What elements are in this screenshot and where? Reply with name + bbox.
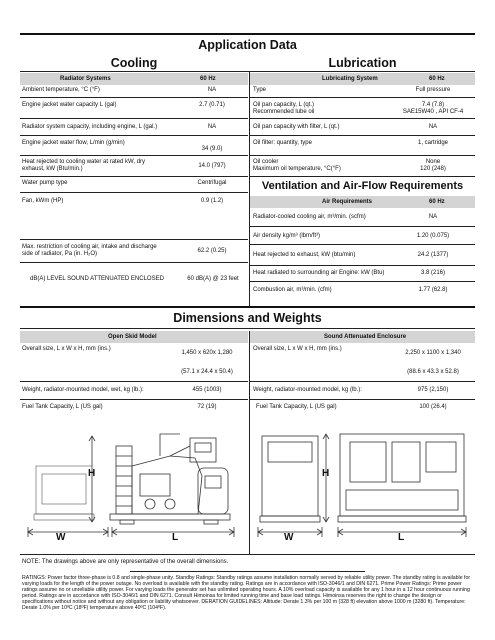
cooling-row-value: 14.0 (797) bbox=[198, 163, 226, 169]
enclosure-weight-value: 975 (2,150) bbox=[417, 387, 449, 393]
note-rule bbox=[20, 554, 475, 555]
enclosure-h-label: H bbox=[322, 468, 330, 479]
ventilation-header-label: Air Requirements bbox=[322, 199, 373, 205]
section-rule bbox=[20, 71, 475, 72]
row-divider bbox=[250, 176, 475, 177]
open-skid-weight-value: 455 (1003) bbox=[192, 387, 222, 393]
ratings-text: RATINGS: Power factor three-phase is 0.8 and single-phase unity. Standby Ratings: Standby ratings assume installation normally served by reliable utility power. The standby rating is available for varying loads for the length of the power outage. No overload is available with the standby rating. Ratings are in accordance with ISO-3046/1 and DIN 6271. Prime Power Ratings: Prime power ratings assume no or unreliable utility power. For varying loads the generator set has unlimited operating hours. A 10% overload capacity is available for any 1 hour in a 12 hour continuous running period. Ratings are in accordance with ISO-3046/1 and DIN 6271. Consult Himoinsa for limited running time and base load ratings. Himoinsa reserves the right to change the design or specifications without notice and without any obligation or liability whatsoever. DERATION GUIDELINES: Altitude: Derate 1.3% per 100 m (328 ft) elevation above 1000 m (3280 ft). Temperature: Derate 1.0% per 10ºC (18ºF) temperature above 40ºC (104ºF). bbox=[22, 575, 471, 612]
ventilation-row-value: 1.77 (62.8) bbox=[418, 287, 448, 293]
lubrication-row-label: Oil pan capacity with filter, L (qt.) bbox=[253, 124, 340, 130]
ventilation-header-value: 60 Hz bbox=[429, 199, 445, 205]
ventilation-row-label: Heat rejected to exhaust, kW (btu/min) bbox=[253, 252, 356, 258]
open-skid-w-label: W bbox=[56, 532, 66, 543]
enclosure-l-label: L bbox=[398, 532, 405, 543]
ventilation-row-label: Combustion air, m³/min. (cfm) bbox=[253, 287, 332, 293]
lubrication-header-label: Lubricating System bbox=[322, 76, 378, 82]
lubrication-row-value: 1, cartridge bbox=[417, 140, 448, 146]
row-divider bbox=[20, 192, 248, 193]
top-rule bbox=[20, 33, 475, 35]
cooling-row-value: Centrifugal bbox=[197, 180, 227, 186]
open-skid-l-label: L bbox=[172, 532, 179, 543]
lubrication-row-label: Type bbox=[253, 87, 267, 93]
page-title: Application Data bbox=[198, 38, 297, 52]
cooling-row-label: Ambient temperature, °C (°F) bbox=[22, 87, 100, 93]
open-skid-drawing bbox=[20, 416, 248, 552]
open-skid-weight-label: Weight, radiator-mounted model, wet, kg (lb.): bbox=[22, 387, 144, 393]
cooling-row-value: 62.2 (0.25) bbox=[197, 248, 227, 254]
lubrication-row-label: Oil cooler Maximum oil temperature, °C(°F) bbox=[253, 159, 341, 173]
enclosure-side-view bbox=[340, 434, 464, 516]
ventilation-row-label: Heat radiated to surrounding air Engine: kW (Btu) bbox=[253, 270, 385, 276]
ventilation-title: Ventilation and Air-Flow Requirements bbox=[261, 180, 464, 192]
row-divider bbox=[20, 176, 248, 177]
ventilation-row-value: NA bbox=[428, 214, 438, 220]
open-skid-control-box bbox=[190, 438, 216, 462]
row-divider bbox=[250, 399, 475, 400]
cooling-row-label: Radiator system capacity, including engine, L (gal.) bbox=[22, 124, 158, 130]
cooling-row-value: NA bbox=[207, 124, 217, 130]
ventilation-row-value: 3.8 (216) bbox=[420, 270, 445, 276]
drawing-note: NOTE: The drawings above are only representative of the overall dimensions. bbox=[22, 559, 229, 565]
open-skid-header: Open Skid Model bbox=[108, 334, 157, 340]
ventilation-row-label: Radiator-cooled cooling air, m³/min. (scfm) bbox=[253, 214, 366, 220]
dimensions-rule bbox=[20, 328, 475, 329]
enclosure-overall-value: 2,250 x 1100 x 1,340 bbox=[405, 350, 461, 356]
open-skid-fuel-label: Fuel Tank Capacity, L (US gal) bbox=[22, 404, 103, 410]
enclosure-header: Sound Attenuated Enclosure bbox=[324, 334, 407, 340]
row-divider bbox=[250, 265, 475, 266]
enclosure-fuel-value: 100 (26.4) bbox=[419, 404, 447, 410]
cooling-row-value: 0.9 (1.2) bbox=[200, 198, 224, 204]
row-divider bbox=[20, 381, 248, 382]
open-skid-alternator bbox=[198, 468, 228, 514]
row-divider bbox=[20, 97, 248, 98]
row-divider bbox=[250, 155, 475, 156]
cooling-row-label: dB(A) LEVEL SOUND ATTENUATED ENCLOSED bbox=[30, 276, 164, 282]
row-divider bbox=[20, 399, 248, 400]
cooling-header-value: 60 Hz bbox=[200, 76, 216, 82]
cooling-row-label: Heat rejected to cooling water at rated kW, dry exhaust, kW (Btu/min.) bbox=[22, 159, 146, 173]
row-divider bbox=[250, 381, 475, 382]
row-divider bbox=[250, 97, 475, 98]
row-divider bbox=[250, 118, 475, 119]
open-skid-base bbox=[110, 514, 230, 520]
row-divider bbox=[250, 135, 475, 136]
dimensions-title: Dimensions and Weights bbox=[173, 311, 322, 325]
enclosure-overall-value-in: (88.6 x 43.3 x 52.8) bbox=[407, 369, 459, 375]
row-divider bbox=[20, 155, 248, 156]
cooling-row-value: 34 (9.0) bbox=[201, 146, 223, 152]
cooling-row-value: 60 dB(A) @ 23 feet bbox=[187, 276, 239, 282]
row-divider bbox=[250, 226, 475, 227]
lubrication-row-value: 7.4 (7.8) SAE15W40 , API CF-4 bbox=[402, 102, 464, 116]
cooling-row-value: 2.7 (0.71) bbox=[199, 102, 225, 108]
lubrication-row-label: Oil filter: quantity, type bbox=[253, 140, 312, 146]
row-divider bbox=[20, 118, 248, 119]
enclosure-vent bbox=[426, 442, 456, 472]
enclosure-fuel-label: Fuel Tank Capacity, L (US gal) bbox=[256, 404, 337, 410]
enclosure-overall-label: Overall size, L x W x H, mm (ins.) bbox=[253, 346, 342, 352]
enclosure-door bbox=[350, 442, 386, 482]
open-skid-overall-value-in: (57.1 x 24.4 x 50.4) bbox=[181, 369, 233, 375]
enclosure-w-label: W bbox=[284, 532, 294, 543]
row-divider bbox=[20, 135, 248, 136]
enclosure-end-view bbox=[262, 436, 318, 516]
open-skid-fuel-value: 72 (19) bbox=[197, 404, 217, 410]
lubrication-row-label: Oil pan capacity, L (qt.) Recommended lube oil bbox=[253, 102, 315, 116]
row-divider bbox=[250, 244, 475, 245]
lubrication-row-value: Full pressure bbox=[415, 87, 451, 93]
row-divider bbox=[20, 262, 248, 263]
dimensions-top-rule bbox=[20, 306, 475, 308]
cooling-row-label: Fan, kWm (HP) bbox=[22, 198, 64, 204]
open-skid-end-view bbox=[34, 466, 94, 520]
lubrication-header-value: 60 Hz bbox=[429, 76, 445, 82]
ventilation-row-value: 1.20 (0.075) bbox=[416, 233, 450, 239]
ventilation-row-value: 24.2 (1377) bbox=[417, 252, 449, 258]
lubrication-row-value: NA bbox=[428, 124, 438, 130]
ventilation-row-label: Air density kg/m³ (lbm/ft³) bbox=[253, 233, 321, 239]
open-skid-overall-value: 1,450 x 620x 1,280 bbox=[181, 350, 233, 356]
open-skid-overall-label: Overall size, L x W x H, mm (ins.) bbox=[22, 346, 111, 352]
ratings-rule bbox=[130, 571, 365, 572]
cooling-row-value: NA bbox=[207, 87, 217, 93]
open-skid-engine bbox=[132, 456, 202, 514]
cooling-row-label: Max. restriction of cooling air, intake and discharge side of radiator, Pa (in. H₂O) bbox=[22, 244, 157, 258]
cooling-row-label: Engine jacket water flow, L/min (g/min) bbox=[22, 140, 125, 146]
enclosure-weight-label: Weight, radiator-mounted model, kg (lb.): bbox=[253, 387, 362, 393]
cooling-row-label: Water pump type bbox=[22, 180, 68, 186]
cooling-row-label: Engine jacket water capacity L (gal) bbox=[22, 102, 117, 108]
open-skid-h-label: H bbox=[88, 468, 96, 479]
lubrication-row-value: None 120 (248) bbox=[420, 159, 446, 173]
row-divider bbox=[20, 239, 248, 240]
row-divider bbox=[250, 281, 475, 282]
cooling-header-label: Radiator Systems bbox=[60, 76, 111, 82]
cooling-title: Cooling bbox=[110, 56, 158, 70]
lubrication-title: Lubrication bbox=[328, 56, 397, 70]
